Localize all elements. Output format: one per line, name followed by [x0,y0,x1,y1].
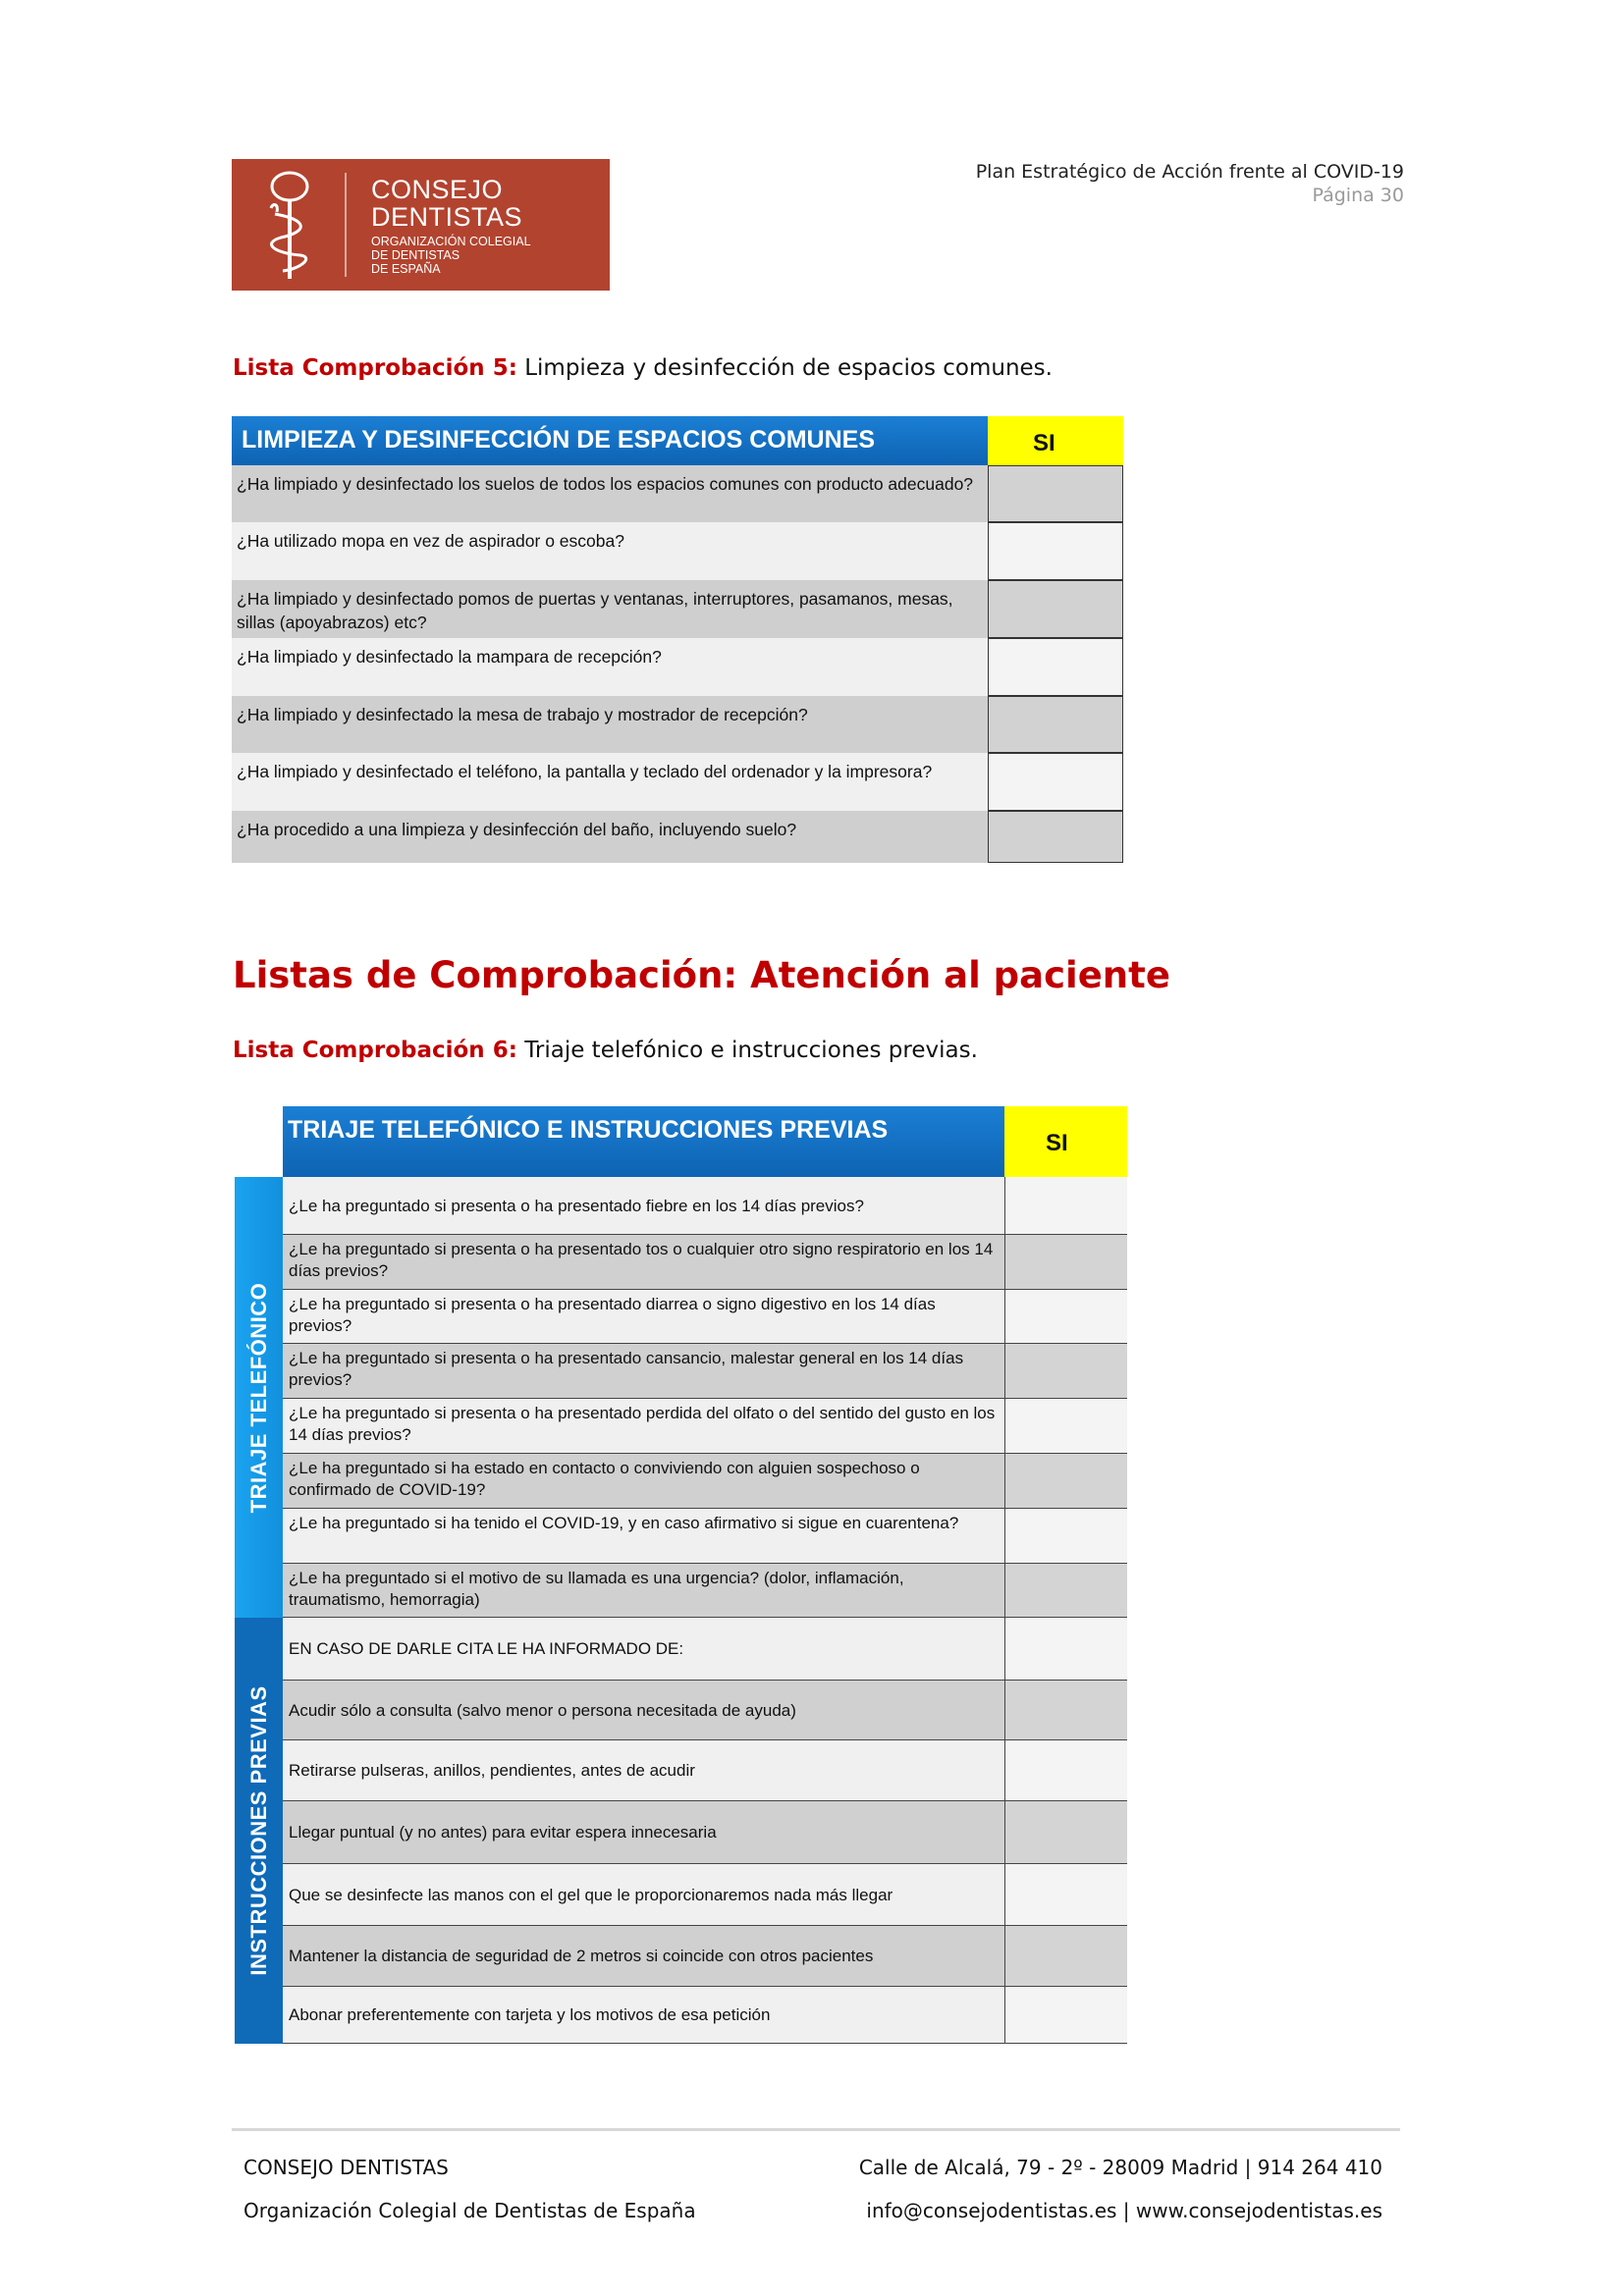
table-row [283,1235,1127,1290]
table-header-title: TRIAJE TELEFÓNICO E INSTRUCCIONES PREVIAS [283,1106,1004,1177]
table-row [283,1564,1127,1618]
si-checkbox[interactable] [1004,1290,1127,1344]
si-checkbox[interactable] [1004,1681,1127,1740]
question-text: ¿Ha limpiado y desinfectado los suelos de todos los espacios comunes con producto adecuado? [232,465,988,522]
side-label-instrucciones [235,1618,283,2044]
table-row [232,522,1123,580]
logo-divider [345,173,347,277]
footer-address: Calle de Alcalá, 79 - 2º - 28009 Madrid | 914 264 410 [858,2156,1382,2179]
table-row [232,753,1123,811]
si-checkbox[interactable] [988,465,1123,522]
si-checkbox[interactable] [988,696,1123,753]
page-number: Página 30 [1312,185,1404,206]
table-row [232,638,1123,696]
footer-divider [232,2128,1400,2131]
logo-line-3: ORGANIZACIÓN COLEGIAL [371,235,531,248]
si-checkbox[interactable] [1004,1987,1127,2044]
side-label-instrucciones-text: INSTRUCCIONES PREVIAS [245,1685,271,1976]
table-row [283,1177,1127,1235]
side-label-triaje [235,1177,283,1618]
header-info [976,160,1404,207]
si-checkbox[interactable] [1004,1926,1127,1987]
si-checkbox[interactable] [1004,1344,1127,1399]
list6-text: Triaje telefónico e instrucciones previas. [516,1038,978,1063]
question-text: ¿Le ha preguntado si ha tenido el COVID-19, y en caso afirmativo si sigue en cuarentena? [283,1509,1004,1564]
table-row [283,1987,1127,2044]
list5-caption [233,355,1053,381]
table-header-title: LIMPIEZA Y DESINFECCIÓN DE ESPACIOS COMUNES [232,416,988,465]
table-header-si: SI [1004,1106,1127,1177]
table-row [232,696,1123,753]
caduceus-icon [232,159,345,291]
si-checkbox[interactable] [988,638,1123,696]
si-checkbox[interactable] [988,811,1123,863]
si-checkbox[interactable] [988,753,1123,811]
question-text: ¿Le ha preguntado si presenta o ha presentado perdida del olfato o del sentido del gusto en los 14 días previos? [283,1399,1004,1454]
question-text: ¿Le ha preguntado si ha estado en contacto o conviviendo con alguien sospechoso o confirmado de COVID-19? [283,1454,1004,1509]
list6-label: Lista Comprobación 6: [233,1038,517,1063]
question-text: ¿Le ha preguntado si el motivo de su llamada es una urgencia? (dolor, inflamación, traumatismo, hemorragia) [283,1564,1004,1618]
logo-line-5: DE ESPAÑA [371,262,441,276]
si-checkbox[interactable] [1004,1801,1127,1864]
logo-subtitle [371,235,568,276]
table-row [232,811,1123,863]
table-header-si: SI [988,416,1123,465]
si-checkbox[interactable] [1004,1177,1127,1235]
footer-org: CONSEJO DENTISTAS [243,2156,449,2179]
table-row [283,1344,1127,1399]
checklist-table-triaje [235,1106,1127,2044]
section-heading: Listas de Comprobación: Atención al paciente [233,954,1170,996]
logo-line-4: DE DENTISTAS [371,248,460,262]
table-row [232,465,1123,522]
question-text: ¿Le ha preguntado si presenta o ha presentado tos o cualquier otro signo respiratorio en los 14 días previos? [283,1235,1004,1290]
list5-label: Lista Comprobación 5: [233,355,517,381]
table-row [283,1864,1127,1926]
table-row [283,1399,1127,1454]
si-checkbox[interactable] [1004,1399,1127,1454]
si-checkbox[interactable] [1004,1564,1127,1618]
question-text: Acudir sólo a consulta (salvo menor o persona necesitada de ayuda) [283,1681,1004,1740]
question-text: Abonar preferentemente con tarjeta y los motivos de esa petición [283,1987,1004,2044]
si-checkbox[interactable] [1004,1740,1127,1801]
si-checkbox[interactable] [988,580,1123,638]
table-row [283,1290,1127,1344]
question-text: ¿Ha limpiado y desinfectado la mampara de recepción? [232,638,988,696]
question-text: ¿Ha procedido a una limpieza y desinfección del baño, incluyendo suelo? [232,811,988,863]
table-row [283,1801,1127,1864]
logo-line-2: DENTISTAS [371,202,523,232]
question-text: Llegar puntual (y no antes) para evitar espera innecesaria [283,1801,1004,1864]
consejo-dentistas-logo [232,159,610,291]
side-label-triaje-text: TRIAJE TELEFÓNICO [245,1282,271,1513]
question-text: EN CASO DE DARLE CITA LE HA INFORMADO DE: [283,1618,1004,1681]
table-row [283,1926,1127,1987]
footer-contact: info@consejodentistas.es | www.consejodentistas.es [866,2199,1382,2222]
si-checkbox[interactable] [1004,1454,1127,1509]
question-text: ¿Ha limpiado y desinfectado el teléfono, la pantalla y teclado del ordenador y la impresora? [232,753,988,811]
question-text: Retirarse pulseras, anillos, pendientes, antes de acudir [283,1740,1004,1801]
table-row [232,580,1123,638]
logo-line-1: CONSEJO [371,175,504,204]
question-text: ¿Le ha preguntado si presenta o ha presentado cansancio, malestar general en los 14 días previos? [283,1344,1004,1399]
table-row [283,1509,1127,1564]
question-text: ¿Ha utilizado mopa en vez de aspirador o escoba? [232,522,988,580]
si-checkbox[interactable] [1004,1618,1127,1681]
si-checkbox[interactable] [1004,1235,1127,1290]
question-text: ¿Ha limpiado y desinfectado la mesa de trabajo y mostrador de recepción? [232,696,988,753]
si-checkbox[interactable] [1004,1509,1127,1564]
question-text: Mantener la distancia de seguridad de 2 metros si coincide con otros pacientes [283,1926,1004,1987]
document-title: Plan Estratégico de Acción frente al COVID-19 [975,161,1404,183]
list6-caption [233,1038,978,1063]
question-text: ¿Le ha preguntado si presenta o ha presentado fiebre en los 14 días previos? [283,1177,1004,1235]
table-row [283,1618,1127,1681]
question-text: ¿Le ha preguntado si presenta o ha presentado diarrea o signo digestivo en los 14 días previos? [283,1290,1004,1344]
si-checkbox[interactable] [988,522,1123,580]
list5-text: Limpieza y desinfección de espacios comunes. [516,355,1053,381]
question-text: Que se desinfecte las manos con el gel que le proporcionaremos nada más llegar [283,1864,1004,1926]
table-row [283,1454,1127,1509]
table-row [283,1740,1127,1801]
si-checkbox[interactable] [1004,1864,1127,1926]
question-text: ¿Ha limpiado y desinfectado pomos de puertas y ventanas, interruptores, pasamanos, mesas, sillas (apoyabrazos) etc? [232,580,988,638]
footer-org-full: Organización Colegial de Dentistas de España [243,2199,696,2222]
table-row [283,1681,1127,1740]
